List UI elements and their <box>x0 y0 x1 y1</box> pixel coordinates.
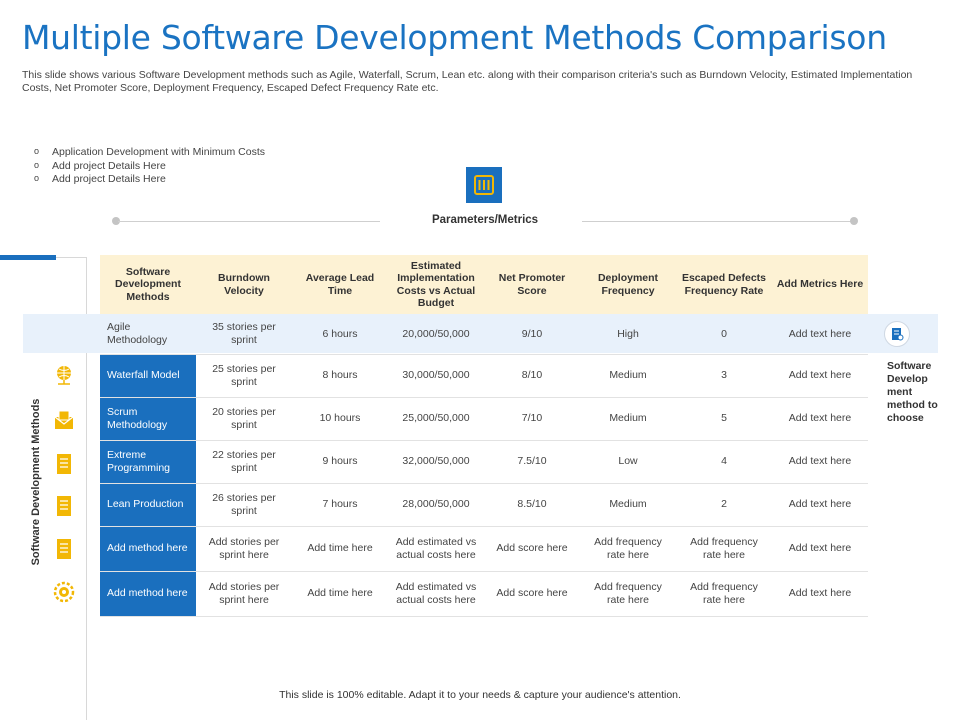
table-cell: 9/10 <box>484 314 580 354</box>
table-row <box>100 354 868 397</box>
table-cell: 8/10 <box>484 354 580 397</box>
table-cell: 9 hours <box>292 440 388 483</box>
method-cell: Scrum Methodology <box>100 397 196 440</box>
table-cell: 32,000/50,000 <box>388 440 484 483</box>
slide-subtitle: This slide shows various Software Development methods such as Agile, Waterfall, Scrum, Lean etc. along with their comparison criteria's such as Burndown Velocity, Estimated Implementation Costs, Net Promoter Score, Deployment Frequency, Escaped Defect Frequency Rate etc. <box>22 69 913 94</box>
table-cell: Add time here <box>292 571 388 616</box>
table-cell: Add frequency rate here <box>676 571 772 616</box>
bullet-list <box>34 146 265 187</box>
table-row <box>100 314 868 354</box>
table-row <box>100 526 868 571</box>
bullet-item: o Application Development with Minimum Costs <box>34 146 265 160</box>
table-cell: 10 hours <box>292 397 388 440</box>
table-cell: Add frequency rate here <box>580 526 676 571</box>
footer-note: This slide is 100% editable. Adapt it to your needs & capture your audience's attention. <box>279 689 681 701</box>
divider-right <box>582 221 852 222</box>
table-cell: 7 hours <box>292 483 388 526</box>
table-cell: Add stories per sprint here <box>196 526 292 571</box>
table-cell: 20 stories per sprint <box>196 397 292 440</box>
table-row <box>100 440 868 483</box>
table-cell: Low <box>580 440 676 483</box>
table-cell: 8 hours <box>292 354 388 397</box>
comparison-table <box>100 255 868 617</box>
divider-left <box>118 221 380 222</box>
table-cell: 25,000/50,000 <box>388 397 484 440</box>
header-cell: Deployment Frequency <box>580 255 676 314</box>
table-cell: Medium <box>580 397 676 440</box>
table-cell: 20,000/50,000 <box>388 314 484 354</box>
target-gear-icon <box>52 580 76 604</box>
rail-connector <box>56 257 87 258</box>
table-cell: 0 <box>676 314 772 354</box>
table-cell: Add estimated vs actual costs here <box>388 526 484 571</box>
slide-title: Multiple Software Development Methods Comparison <box>22 18 887 57</box>
table-cell: Add text here <box>772 397 868 440</box>
method-cell: Add method here <box>100 571 196 616</box>
table-cell: Add text here <box>772 354 868 397</box>
table-row <box>100 483 868 526</box>
header-cell: Net Promoter Score <box>484 255 580 314</box>
table-cell: Add stories per sprint here <box>196 571 292 616</box>
parameters-label: Parameters/Metrics <box>431 214 539 226</box>
table-cell: Add score here <box>484 571 580 616</box>
table-cell: 7/10 <box>484 397 580 440</box>
method-cell: Add method here <box>100 526 196 571</box>
table-cell: High <box>580 314 676 354</box>
table-cell: Add frequency rate here <box>580 571 676 616</box>
globe-network-icon <box>52 363 76 387</box>
table-row <box>100 397 868 440</box>
document-gear-icon <box>884 321 910 347</box>
table-cell: 25 stories per sprint <box>196 354 292 397</box>
envelope-icon <box>52 408 76 432</box>
header-cell: Burndown Velocity <box>196 255 292 314</box>
method-cell: Agile Methodology <box>100 314 196 354</box>
table-cell: Add estimated vs actual costs here <box>388 571 484 616</box>
table-cell: 22 stories per sprint <box>196 440 292 483</box>
table-cell: 7.5/10 <box>484 440 580 483</box>
table-cell: 26 stories per sprint <box>196 483 292 526</box>
table-cell: 3 <box>676 354 772 397</box>
table-cell: 4 <box>676 440 772 483</box>
table-cell: 28,000/50,000 <box>388 483 484 526</box>
header-row <box>100 255 868 314</box>
grid-panel-icon <box>466 167 502 203</box>
header-cell: Estimated Implementation Costs vs Actual Budget <box>388 255 484 314</box>
table-cell: Medium <box>580 354 676 397</box>
table-cell: Add text here <box>772 314 868 354</box>
left-accent-bar <box>0 255 56 260</box>
line-dot-right <box>850 217 858 225</box>
method-cell: Waterfall Model <box>100 354 196 397</box>
table-cell: Add frequency rate here <box>676 526 772 571</box>
header-cell: Add Metrics Here <box>772 255 868 314</box>
table-cell: Medium <box>580 483 676 526</box>
method-cell: Extreme Programming <box>100 440 196 483</box>
table-cell: Add text here <box>772 571 868 616</box>
table-cell: 8.5/10 <box>484 483 580 526</box>
table-cell: Add score here <box>484 526 580 571</box>
table-row <box>100 571 868 616</box>
table-cell: 30,000/50,000 <box>388 354 484 397</box>
header-cell: Escaped Defects Frequency Rate <box>676 255 772 314</box>
method-cell: Lean Production <box>100 483 196 526</box>
table-cell: 6 hours <box>292 314 388 354</box>
document-list-icon <box>52 494 76 518</box>
header-cell: Software Development Methods <box>100 255 196 314</box>
vertical-axis-label: Software Development Methods <box>30 398 42 566</box>
document-list-icon <box>52 452 76 476</box>
choose-method-label: Software Develop ment method to choose <box>887 360 938 424</box>
table-cell: Add text here <box>772 483 868 526</box>
table-cell: 2 <box>676 483 772 526</box>
header-cell: Average Lead Time <box>292 255 388 314</box>
bullet-item: o Add project Details Here <box>34 173 265 187</box>
table-cell: Add text here <box>772 526 868 571</box>
document-list-icon <box>52 537 76 561</box>
table-cell: Add text here <box>772 440 868 483</box>
table-cell: Add time here <box>292 526 388 571</box>
table-cell: 5 <box>676 397 772 440</box>
bullet-item: o Add project Details Here <box>34 160 265 174</box>
table-cell: 35 stories per sprint <box>196 314 292 354</box>
